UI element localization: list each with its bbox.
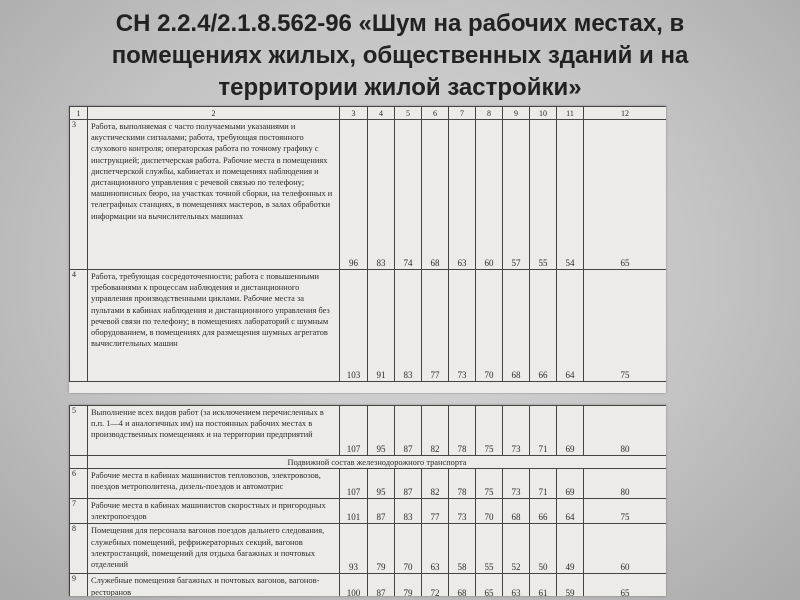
value-cell: 107 xyxy=(340,469,368,499)
column-header: 11 xyxy=(557,107,584,120)
value-cell: 64 xyxy=(557,270,584,382)
table-row xyxy=(70,270,667,382)
value-cell: 60 xyxy=(584,524,667,574)
value-cell: 59 xyxy=(557,574,584,596)
value-cell: 95 xyxy=(368,406,395,456)
value-cell: 49 xyxy=(557,524,584,574)
value-cell: 93 xyxy=(340,524,368,574)
section-title: Подвижной состав железнодорожного транспорта xyxy=(88,456,667,469)
row-description: Работа, требующая сосредоточенности; работа с повышенными требованиями к процессам наблюдения и дистанционного управления производственными циклами. Рабочие места за пультами в кабинах наблюдения и дистанционного управления без речевой связи по телефону; в помещениях лабораторий с шумным оборудованием, в помещениях для размещения шумных агрегатов вычислительных машин xyxy=(88,270,340,382)
row-description: Выполнение всех видов работ (за исключением перечисленных в п.п. 1—4 и аналогичных им) на постоянных рабочих местах в производственных помещениях и на территории предприятий xyxy=(88,406,340,456)
value-cell: 78 xyxy=(449,406,476,456)
value-cell: 79 xyxy=(368,524,395,574)
value-cell: 82 xyxy=(422,406,449,456)
column-header: 7 xyxy=(449,107,476,120)
table-header-row xyxy=(70,107,667,120)
slide-title-line-2: помещениях жилых, общественных зданий и на xyxy=(111,42,689,69)
value-cell: 65 xyxy=(476,574,503,596)
value-cell: 71 xyxy=(530,406,557,456)
row-number: 9 xyxy=(70,574,88,596)
value-cell: 57 xyxy=(503,120,530,270)
value-cell: 107 xyxy=(340,406,368,456)
value-cell: 60 xyxy=(476,120,503,270)
value-cell: 71 xyxy=(530,469,557,499)
value-cell: 73 xyxy=(449,499,476,524)
row-number: 7 xyxy=(70,499,88,524)
value-cell: 70 xyxy=(476,499,503,524)
row-number: 5 xyxy=(70,406,88,456)
row-description: Работа, выполняемая с часто получаемыми указаниями и акустическими сигналами; работа, требующая постоянного слухового контроля; операторская работа по точному графику с инструкцией; диспетчерская работа. Рабочие места в помещениях диспетчерской службы, кабинетах и помещениях наблюдения и дистанционного управления с речевой связью по телефону; машинописных бюро, на участках точной сборки, на телефонных и телеграфных станциях, в помещениях мастеров, в залах обработки информации на вычислительных машинах xyxy=(88,120,340,270)
value-cell: 52 xyxy=(503,524,530,574)
row-description: Служебные помещения багажных и почтовых вагонов, вагонов-ресторанов xyxy=(88,574,340,596)
scanned-table-top xyxy=(69,106,666,393)
value-cell: 87 xyxy=(395,469,422,499)
value-cell: 75 xyxy=(476,406,503,456)
value-cell: 64 xyxy=(557,499,584,524)
value-cell: 78 xyxy=(449,469,476,499)
value-cell: 101 xyxy=(340,499,368,524)
section-number-cell xyxy=(70,456,88,469)
column-header: 2 xyxy=(88,107,340,120)
slide-title-line-3: территории жилой застройки» xyxy=(218,74,582,101)
column-header: 10 xyxy=(530,107,557,120)
value-cell: 68 xyxy=(422,120,449,270)
column-header: 5 xyxy=(395,107,422,120)
value-cell: 70 xyxy=(395,524,422,574)
row-number: 3 xyxy=(70,120,88,270)
value-cell: 58 xyxy=(449,524,476,574)
column-header: 6 xyxy=(422,107,449,120)
column-header: 8 xyxy=(476,107,503,120)
value-cell: 77 xyxy=(422,499,449,524)
value-cell: 91 xyxy=(368,270,395,382)
table-row xyxy=(70,499,667,524)
row-number: 4 xyxy=(70,270,88,382)
value-cell: 69 xyxy=(557,469,584,499)
value-cell: 73 xyxy=(503,406,530,456)
table-row xyxy=(70,524,667,574)
column-header: 12 xyxy=(584,107,667,120)
value-cell: 63 xyxy=(422,524,449,574)
value-cell: 95 xyxy=(368,469,395,499)
slide-title-line-1: СН 2.2.4/2.1.8.562-96 «Шум на рабочих местах, в xyxy=(115,10,685,37)
value-cell: 75 xyxy=(476,469,503,499)
table-row xyxy=(70,469,667,499)
scanned-table-bottom xyxy=(69,405,666,596)
value-cell: 50 xyxy=(530,524,557,574)
value-cell: 80 xyxy=(584,469,667,499)
value-cell: 69 xyxy=(557,406,584,456)
slide-title xyxy=(20,8,780,104)
section-header-row xyxy=(70,456,667,469)
row-number: 6 xyxy=(70,469,88,499)
value-cell: 83 xyxy=(368,120,395,270)
row-description: Рабочие места в кабинах машинистов тепловозов, электровозов, поездов метрополитена, дизель-поездов и автомотрис xyxy=(88,469,340,499)
table-row xyxy=(70,406,667,456)
value-cell: 100 xyxy=(340,574,368,596)
value-cell: 65 xyxy=(584,574,667,596)
value-cell: 79 xyxy=(395,574,422,596)
value-cell: 80 xyxy=(584,406,667,456)
column-header: 4 xyxy=(368,107,395,120)
value-cell: 75 xyxy=(584,499,667,524)
value-cell: 87 xyxy=(395,406,422,456)
value-cell: 65 xyxy=(584,120,667,270)
value-cell: 70 xyxy=(476,270,503,382)
value-cell: 63 xyxy=(449,120,476,270)
value-cell: 74 xyxy=(395,120,422,270)
column-header: 3 xyxy=(340,107,368,120)
value-cell: 68 xyxy=(503,270,530,382)
value-cell: 73 xyxy=(449,270,476,382)
value-cell: 66 xyxy=(530,499,557,524)
table-row xyxy=(70,574,667,596)
value-cell: 73 xyxy=(503,469,530,499)
value-cell: 83 xyxy=(395,499,422,524)
value-cell: 82 xyxy=(422,469,449,499)
row-number: 8 xyxy=(70,524,88,574)
value-cell: 87 xyxy=(368,574,395,596)
value-cell: 103 xyxy=(340,270,368,382)
value-cell: 96 xyxy=(340,120,368,270)
value-cell: 55 xyxy=(476,524,503,574)
value-cell: 61 xyxy=(530,574,557,596)
value-cell: 68 xyxy=(503,499,530,524)
value-cell: 83 xyxy=(395,270,422,382)
column-header: 1 xyxy=(70,107,88,120)
column-header: 9 xyxy=(503,107,530,120)
value-cell: 75 xyxy=(584,270,667,382)
value-cell: 54 xyxy=(557,120,584,270)
noise-norms-table-bottom xyxy=(69,405,666,596)
row-description: Помещения для персонала вагонов поездов дальнего следования, служебных помещений, рефрижераторных секций, вагонов электростанций, помещений для отдыха багажных и почтовых отделений xyxy=(88,524,340,574)
value-cell: 77 xyxy=(422,270,449,382)
value-cell: 87 xyxy=(368,499,395,524)
row-description: Рабочие места в кабинах машинистов скоростных и пригородных электропоездов xyxy=(88,499,340,524)
value-cell: 55 xyxy=(530,120,557,270)
value-cell: 63 xyxy=(503,574,530,596)
value-cell: 66 xyxy=(530,270,557,382)
noise-norms-table-top xyxy=(69,106,666,382)
value-cell: 68 xyxy=(449,574,476,596)
value-cell: 72 xyxy=(422,574,449,596)
table-row xyxy=(70,120,667,270)
